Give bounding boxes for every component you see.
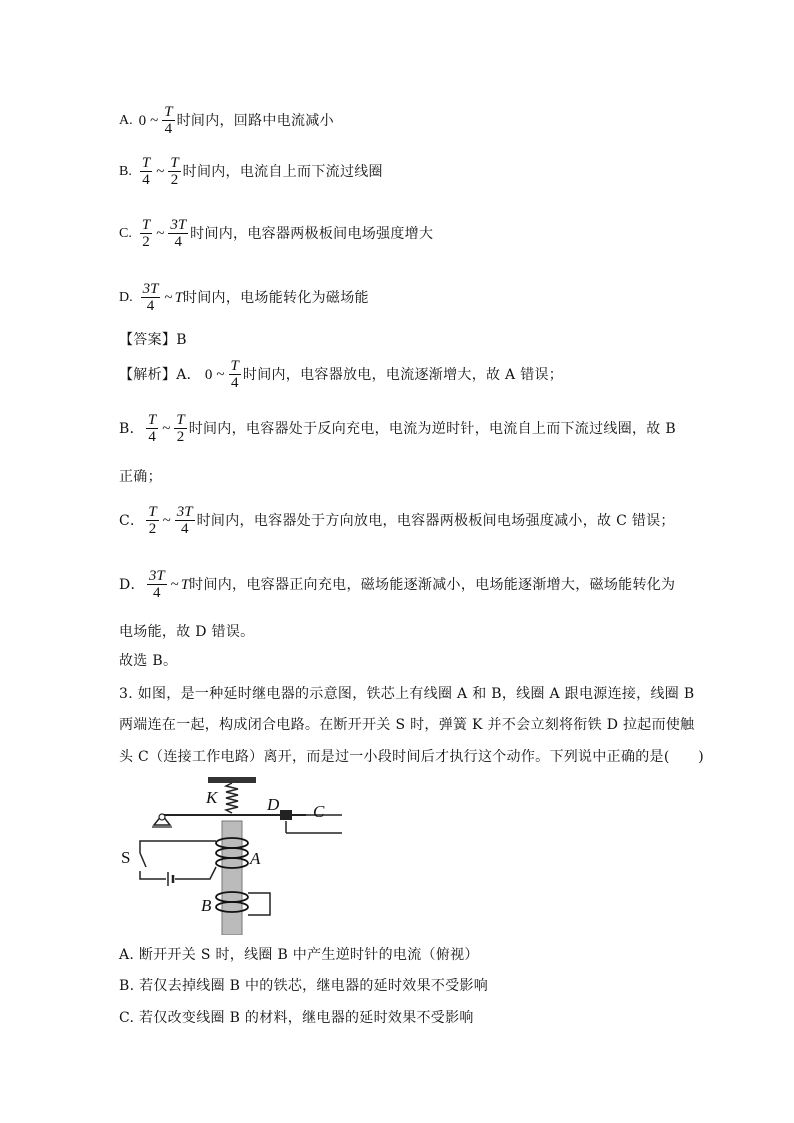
fraction-denominator: 4 xyxy=(230,375,239,391)
fraction xyxy=(146,504,158,537)
analysis-b xyxy=(119,412,676,445)
option-c xyxy=(119,217,433,250)
fraction xyxy=(168,155,180,188)
fraction xyxy=(175,504,195,537)
analysis-prefix: C． xyxy=(119,512,145,529)
option-label: A. xyxy=(119,112,133,128)
spring-k-icon xyxy=(226,783,238,813)
fraction xyxy=(146,412,158,445)
fraction-numerator: T xyxy=(230,358,239,374)
math-zero: 0 xyxy=(138,112,147,129)
fraction xyxy=(147,568,167,601)
fraction-denominator: 4 xyxy=(164,121,173,137)
fraction-numerator: 3T xyxy=(176,504,193,520)
label-b: B xyxy=(201,896,212,915)
q3-option-b: B. 若仅去掉线圈 B 中的铁芯，继电器的延时效果不受影响 xyxy=(119,978,489,994)
option-label: C. xyxy=(119,225,132,241)
analysis-d-continued: 电场能，故 D 错误。 xyxy=(119,624,255,640)
relay-diagram xyxy=(110,775,360,935)
fraction-denominator: 4 xyxy=(148,429,156,445)
option-d xyxy=(119,281,369,314)
fraction xyxy=(162,104,174,137)
label-a: A xyxy=(250,849,261,868)
fraction xyxy=(168,217,188,250)
fraction-denominator: 2 xyxy=(176,429,185,445)
fraction-numerator: 3T xyxy=(142,281,159,297)
question3-line2: 两端连在一起，构成闭合电路。在断开开关 S 时，弹簧 K 并不会立刻将衔铁 D 拉起而使触 xyxy=(119,717,695,733)
fraction-numerator: T xyxy=(141,155,151,171)
wire-a-bottom xyxy=(175,867,216,879)
analysis-text: 时间内，电容器放电，电流逐渐增大，故 A 错误； xyxy=(242,366,564,383)
math-tilde: ~ xyxy=(150,112,159,129)
math-tilde: ~ xyxy=(164,289,173,306)
analysis-text: 时间内，电容器正向充电，磁场能逐渐减小，电场能逐渐增大，磁场能转化为 xyxy=(189,576,676,593)
option-text: 时间内，电场能转化为磁场能 xyxy=(182,289,369,306)
fraction-denominator: 4 xyxy=(174,234,182,250)
pivot-pin-icon xyxy=(159,814,165,820)
analysis-text: 时间内，电容器处于方向放电，电容器两极板间电场强度减小，故 C 错误； xyxy=(196,512,675,529)
option-text: 时间内，电容器两极板间电场强度增大 xyxy=(190,225,434,242)
fraction xyxy=(141,281,161,314)
analysis-prefix: 【解析】A． xyxy=(119,366,201,383)
fraction-denominator: 4 xyxy=(153,585,161,601)
switch-s-icon xyxy=(140,853,146,867)
fraction-denominator: 4 xyxy=(146,298,155,314)
label-k: K xyxy=(206,788,218,807)
math-tilde: ~ xyxy=(216,366,225,383)
math-zero: 0 xyxy=(204,366,213,383)
q3-option-c: C. 若仅改变线圈 B 的材料，继电器的延时效果不受影响 xyxy=(119,1010,474,1026)
fraction-numerator: 3T xyxy=(148,568,165,584)
label-s: S xyxy=(121,848,131,867)
option-text: 时间内，电流自上而下流过线圈 xyxy=(182,163,383,180)
analysis-a xyxy=(119,358,563,391)
fraction xyxy=(229,358,241,391)
fraction-denominator: 2 xyxy=(148,521,157,537)
analysis-text: 时间内，电容器处于反向充电，电流为逆时针，电流自上而下流过线圈，故 B xyxy=(188,420,676,437)
fraction-numerator: 3T xyxy=(170,217,187,233)
wire-a-top xyxy=(140,841,216,853)
fraction-numerator: T xyxy=(148,504,157,520)
option-label: D. xyxy=(119,289,133,305)
fraction-numerator: T xyxy=(147,412,157,428)
label-c: C xyxy=(313,802,325,821)
math-tilde: ~ xyxy=(156,225,165,242)
question3-line3: 头 C（连接工作电路）离开，而是过一小段时间后才执行这个动作。下列说中正确的是( ) xyxy=(119,749,704,765)
math-variable: T xyxy=(180,576,190,593)
analysis-prefix: D． xyxy=(119,576,145,593)
fraction xyxy=(140,155,152,188)
analysis-prefix: B． xyxy=(119,420,144,437)
fraction-denominator: 4 xyxy=(142,172,150,188)
question3-line1: 3. 如图，是一种延时继电器的示意图，铁芯上有线圈 A 和 B，线圈 A 跟电源连接，线圈 B xyxy=(119,686,695,702)
spring-top-plate xyxy=(208,777,256,783)
math-tilde: ~ xyxy=(170,576,179,593)
label-d: D xyxy=(267,795,280,814)
option-b xyxy=(119,155,383,188)
fraction xyxy=(174,412,186,445)
fraction-numerator: T xyxy=(170,155,179,171)
option-text: 时间内，回路中电流减小 xyxy=(176,112,334,129)
fraction-numerator: T xyxy=(141,217,151,233)
math-variable: T xyxy=(174,289,183,306)
math-tilde: ~ xyxy=(162,420,171,437)
contact-d-block xyxy=(280,810,292,820)
option-a xyxy=(119,104,334,137)
fraction-denominator: 4 xyxy=(180,521,189,537)
wire-b-loop xyxy=(248,893,270,915)
analysis-conclusion: 故选 B。 xyxy=(119,653,178,669)
fraction-numerator: T xyxy=(176,412,185,428)
q3-option-a: A. 断开开关 S 时，线圈 B 中产生逆时针的电流（俯视） xyxy=(119,947,479,963)
fraction-denominator: 2 xyxy=(142,234,150,250)
answer-line: 【答案】B xyxy=(119,332,187,348)
fraction-denominator: 2 xyxy=(170,172,179,188)
math-tilde: ~ xyxy=(156,163,165,180)
analysis-c xyxy=(119,504,675,537)
fraction-numerator: T xyxy=(164,104,173,120)
fraction xyxy=(140,217,152,250)
option-label: B. xyxy=(119,163,132,179)
analysis-d xyxy=(119,568,675,601)
math-tilde: ~ xyxy=(162,512,171,529)
analysis-b-continued: 正确； xyxy=(119,469,162,485)
